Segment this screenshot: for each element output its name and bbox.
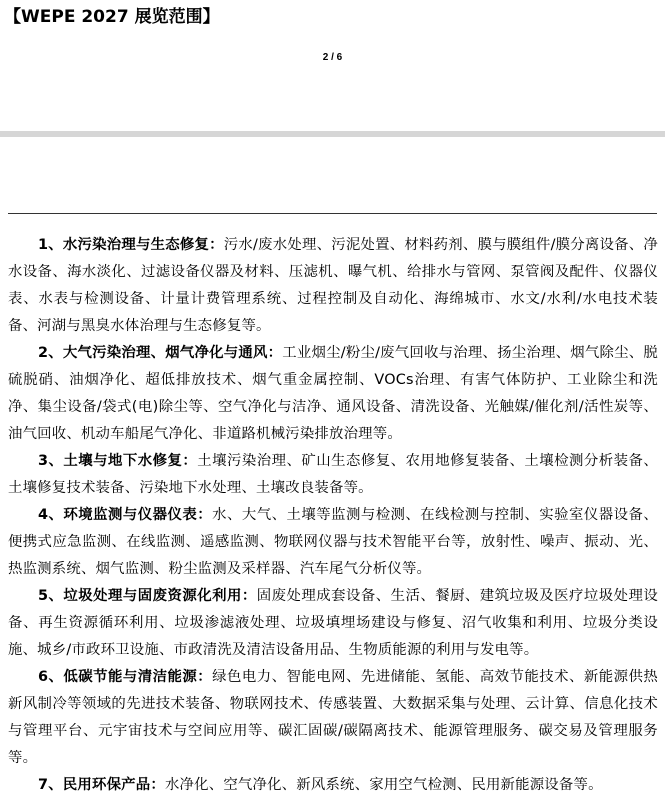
- section-waste: [8, 583, 658, 664]
- document-title: 【WEPE 2027 展览范围】: [4, 7, 220, 27]
- section-heading: 2、大气污染治理、烟气净化与通风：: [38, 345, 283, 361]
- page-break-band: [0, 131, 665, 137]
- section-heading: 1、水污染治理与生态修复：: [38, 237, 224, 253]
- section-heading: 6、低碳节能与清洁能源：: [38, 669, 213, 685]
- exhibition-scope-list: [8, 232, 658, 799]
- section-energy: [8, 664, 658, 772]
- horizontal-rule: [8, 213, 657, 214]
- section-body: 土壤污染治理、矿山生态修复、农用地修复装备、土壤检测分析装备、土壤修复技术装备、污染地下水处理、土壤改良装备等。: [8, 453, 659, 496]
- section-soil: [8, 448, 658, 502]
- section-heading: 4、环境监测与仪器仪表：: [38, 507, 213, 523]
- section-heading: 3、土壤与地下水修复：: [38, 453, 198, 469]
- section-heading: 5、垃圾处理与固废资源化利用：: [38, 588, 257, 604]
- section-body: 工业烟尘/粉尘/废气回收与治理、扬尘治理、烟气除尘、脱硫脱硝、油烟净化、超低排放技术、烟气重金属控制、VOCs治理、有害气体防护、工业除尘和洗净、集尘设备/袋式(电)除尘等、空气净化与洁净、通风设备、清洗设备、光触媒/催化剂/活性炭等、油气回收、机动车船尾气净化、非道路机械污染排放治理等。: [8, 345, 658, 442]
- section-air: [8, 340, 658, 448]
- section-body: 污水/废水处理、污泥处置、材料药剂、膜与膜组件/膜分离设备、净水设备、海水淡化、过滤设备仪器及材料、压滤机、曝气机、给排水与管网、泵管阀及配件、仪器仪表、水表与检测设备、计量计费管理系统、过程控制及自动化、海绵城市、水文/水利/水电技术装备、河湖与黑臭水体治理与生态修复等。: [8, 237, 658, 334]
- section-body: 绿色电力、智能电网、先进储能、氢能、高效节能技术、新能源供热新风制冷等领域的先进技术装备、物联网技术、传感装置、大数据采集与处理、云计算、信息化技术与管理平台、元宇宙技术与空间应用等、碳汇固碳/碳隔离技术、能源管理服务、碳交易及管理服务等。: [8, 669, 658, 766]
- section-body: 水、大气、土壤等监测与检测、在线检测与控制、实验室仪器设备、便携式应急监测、在线监测、遥感监测、物联网仪器与技术智能平台等，放射性、噪声、振动、光、热监测系统、烟气监测、粉尘监测及采样器、汽车尾气分析仪等。: [8, 507, 658, 577]
- section-heading: 7、民用环保产品：: [38, 777, 165, 793]
- section-body: 固废处理成套设备、生活、餐厨、建筑垃圾及医疗垃圾处理设备、再生资源循环利用、垃圾渗滤液处理、垃圾填埋场建设与修复、沼气收集和利用、垃圾分类设施、城乡/市政环卫设施、市政清洗及清洁设备用品、生物质能源的利用与发电等。: [8, 588, 659, 658]
- section-monitoring: [8, 502, 658, 583]
- page-indicator: 2 / 6: [322, 52, 343, 63]
- section-consumer: [8, 772, 658, 799]
- section-water: [8, 232, 658, 340]
- section-body: 水净化、空气净化、新风系统、家用空气检测、民用新能源设备等。: [164, 777, 603, 793]
